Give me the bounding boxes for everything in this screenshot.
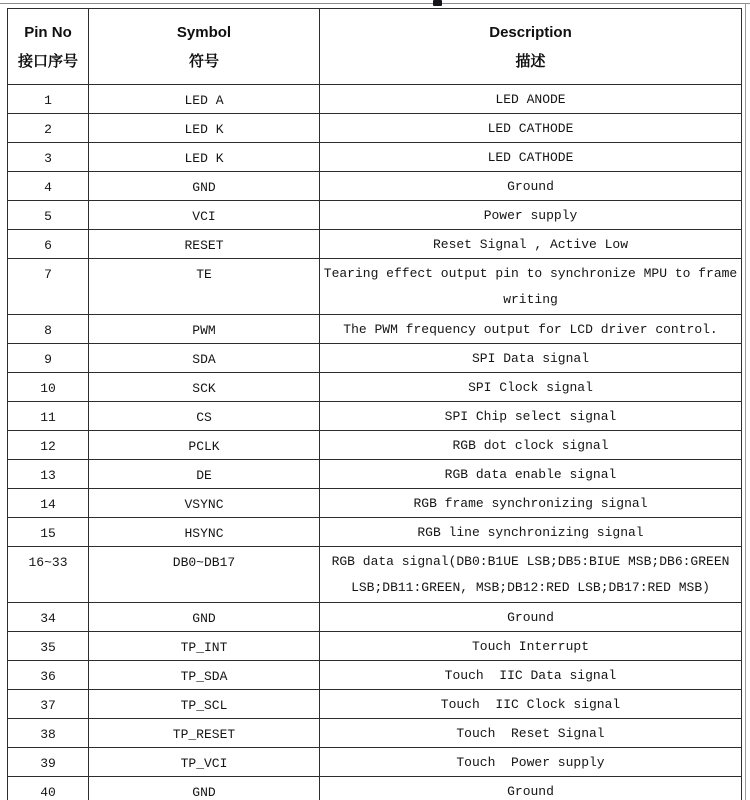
pin-number-cell: 15 xyxy=(8,518,89,547)
symbol-cell: SDA xyxy=(89,344,320,373)
pin-number-cell: 7 xyxy=(8,259,89,315)
description-line: The PWM frequency output for LCD driver control. xyxy=(343,322,718,337)
header-symbol xyxy=(89,9,320,85)
description-cell xyxy=(320,143,742,172)
description-cell xyxy=(320,661,742,690)
description-line: Ground xyxy=(507,610,554,625)
pin-number-cell: 3 xyxy=(8,143,89,172)
table-row xyxy=(8,373,742,402)
description-cell xyxy=(320,632,742,661)
description-line: Touch Power supply xyxy=(456,755,605,770)
table-row xyxy=(8,344,742,373)
header-description-en: Description xyxy=(489,23,572,41)
description-line: Ground xyxy=(507,179,554,194)
pin-table-body xyxy=(8,85,742,800)
pin-number-cell: 10 xyxy=(8,373,89,402)
pin-number-cell: 36 xyxy=(8,661,89,690)
symbol-cell: GND xyxy=(89,777,320,800)
description-cell xyxy=(320,201,742,230)
description-line: Tearing effect output pin to synchronize MPU to frame xyxy=(323,266,738,281)
pin-number-cell: 12 xyxy=(8,431,89,460)
pin-number-cell: 35 xyxy=(8,632,89,661)
header-description xyxy=(320,9,742,85)
symbol-cell: PCLK xyxy=(89,431,320,460)
header-symbol-en: Symbol xyxy=(176,23,232,41)
table-row xyxy=(8,603,742,632)
description-cell xyxy=(320,777,742,800)
description-cell xyxy=(320,690,742,719)
table-row xyxy=(8,719,742,748)
pin-number-cell: 5 xyxy=(8,201,89,230)
symbol-cell: LED K xyxy=(89,143,320,172)
symbol-cell: DE xyxy=(89,460,320,489)
description-line: SPI Clock signal xyxy=(468,380,593,395)
description-line: LSB;DB11:GREEN, MSB;DB12:RED LSB;DB17:RED MSB) xyxy=(351,580,710,595)
table-row xyxy=(8,632,742,661)
symbol-cell: SCK xyxy=(89,373,320,402)
description-line: Power supply xyxy=(483,208,578,223)
symbol-cell: TP_RESET xyxy=(89,719,320,748)
description-cell xyxy=(320,489,742,518)
description-line: RGB line synchronizing signal xyxy=(417,525,644,540)
anchor-handle-icon xyxy=(433,0,442,6)
header-symbol-zh: 符号 xyxy=(188,52,219,70)
symbol-cell: RESET xyxy=(89,230,320,259)
table-row xyxy=(8,201,742,230)
table-row xyxy=(8,661,742,690)
description-line: RGB data enable signal xyxy=(444,467,617,482)
symbol-cell: TE xyxy=(89,259,320,315)
pin-definition-table xyxy=(7,8,742,800)
pin-number-cell: 37 xyxy=(8,690,89,719)
table-row xyxy=(8,402,742,431)
table-row xyxy=(8,230,742,259)
header-pin-no-zh: 接口序号 xyxy=(17,52,78,70)
description-cell xyxy=(320,315,742,344)
table-row xyxy=(8,431,742,460)
pin-number-cell: 34 xyxy=(8,603,89,632)
header-row xyxy=(8,9,742,85)
symbol-cell: TP_SDA xyxy=(89,661,320,690)
table-row xyxy=(8,143,742,172)
description-line: LED CATHODE xyxy=(487,150,574,165)
top-horizontal-rule xyxy=(0,3,750,4)
pin-number-cell: 4 xyxy=(8,172,89,201)
description-line: SPI Chip select signal xyxy=(444,409,617,424)
description-line: Touch Reset Signal xyxy=(456,726,605,741)
description-cell xyxy=(320,431,742,460)
right-page-edge-rule xyxy=(745,3,746,800)
symbol-cell: DB0~DB17 xyxy=(89,547,320,603)
table-row xyxy=(8,489,742,518)
table-header xyxy=(8,9,742,85)
description-cell xyxy=(320,402,742,431)
description-cell xyxy=(320,259,742,315)
symbol-cell: TP_INT xyxy=(89,632,320,661)
description-line: SPI Data signal xyxy=(471,351,590,366)
symbol-cell: TP_SCL xyxy=(89,690,320,719)
pin-number-cell: 6 xyxy=(8,230,89,259)
pin-number-cell: 39 xyxy=(8,748,89,777)
pin-number-cell: 2 xyxy=(8,114,89,143)
description-line: RGB dot clock signal xyxy=(452,438,609,453)
table-row xyxy=(8,748,742,777)
symbol-cell: VSYNC xyxy=(89,489,320,518)
table-row xyxy=(8,85,742,114)
description-cell xyxy=(320,85,742,114)
description-line: Touch IIC Clock signal xyxy=(440,697,621,712)
header-pin-no xyxy=(8,9,89,85)
description-cell xyxy=(320,172,742,201)
table-row xyxy=(8,777,742,800)
pin-number-cell: 1 xyxy=(8,85,89,114)
description-cell xyxy=(320,373,742,402)
description-line: Touch Interrupt xyxy=(471,639,590,654)
description-cell xyxy=(320,460,742,489)
pin-number-cell: 8 xyxy=(8,315,89,344)
pin-number-cell: 16~33 xyxy=(8,547,89,603)
table-row xyxy=(8,460,742,489)
symbol-cell: GND xyxy=(89,603,320,632)
symbol-cell: LED A xyxy=(89,85,320,114)
symbol-cell: HSYNC xyxy=(89,518,320,547)
table-row xyxy=(8,547,742,603)
pin-number-cell: 11 xyxy=(8,402,89,431)
symbol-cell: GND xyxy=(89,172,320,201)
description-cell xyxy=(320,114,742,143)
description-line: writing xyxy=(503,292,558,307)
description-cell xyxy=(320,230,742,259)
description-cell xyxy=(320,547,742,603)
symbol-cell: CS xyxy=(89,402,320,431)
description-cell xyxy=(320,518,742,547)
description-cell xyxy=(320,719,742,748)
table-row xyxy=(8,172,742,201)
table-row xyxy=(8,315,742,344)
description-cell xyxy=(320,603,742,632)
description-line: Touch IIC Data signal xyxy=(444,668,617,683)
pin-number-cell: 13 xyxy=(8,460,89,489)
pin-number-cell: 9 xyxy=(8,344,89,373)
pin-number-cell: 14 xyxy=(8,489,89,518)
table-row xyxy=(8,518,742,547)
table-row xyxy=(8,690,742,719)
table-row xyxy=(8,114,742,143)
header-pin-no-en: Pin No xyxy=(24,23,72,41)
description-line: LED ANODE xyxy=(495,92,566,107)
pin-number-cell: 40 xyxy=(8,777,89,800)
symbol-cell: LED K xyxy=(89,114,320,143)
description-line: RGB frame synchronizing signal xyxy=(413,496,648,511)
description-line: Reset Signal , Active Low xyxy=(432,237,629,252)
description-line: Ground xyxy=(507,784,554,799)
description-cell xyxy=(320,748,742,777)
description-line: LED CATHODE xyxy=(487,121,574,136)
symbol-cell: TP_VCI xyxy=(89,748,320,777)
pin-number-cell: 38 xyxy=(8,719,89,748)
description-cell xyxy=(320,344,742,373)
table-row xyxy=(8,259,742,315)
description-line: RGB data signal(DB0:B1UE LSB;DB5:BIUE MSB;DB6:GREEN xyxy=(331,554,730,569)
symbol-cell: VCI xyxy=(89,201,320,230)
symbol-cell: PWM xyxy=(89,315,320,344)
header-description-zh: 描述 xyxy=(515,52,546,70)
